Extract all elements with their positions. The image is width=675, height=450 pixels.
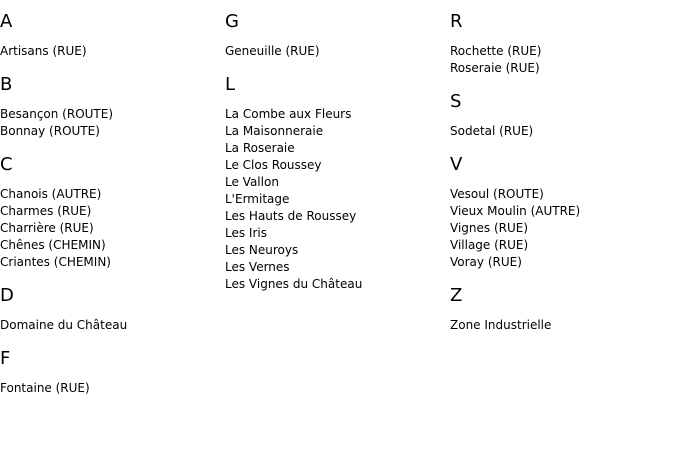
letter-heading: Z [450, 285, 463, 306]
street-list [450, 186, 675, 271]
street-link-rochette-rue[interactable]: Rochette (RUE) [450, 44, 542, 58]
street-list [225, 43, 450, 60]
letter-heading: A [0, 11, 13, 32]
street-link-village-rue[interactable]: Village (RUE) [450, 238, 529, 252]
street-list [0, 380, 225, 397]
letter-heading: F [0, 348, 11, 369]
street-link-les-vignes-du-chateau[interactable]: Les Vignes du Château [225, 277, 363, 291]
street-list [450, 123, 675, 140]
letter-heading: B [0, 74, 13, 95]
letter-heading: V [450, 154, 463, 175]
street-link-zone-industrielle[interactable]: Zone Industrielle [450, 318, 552, 332]
letter-group [450, 91, 675, 140]
letter-heading: D [0, 285, 14, 306]
street-link-vignes-rue[interactable]: Vignes (RUE) [450, 221, 529, 235]
street-link-les-vernes[interactable]: Les Vernes [225, 260, 290, 274]
index-column-1 [0, 0, 225, 397]
letter-heading: S [450, 91, 462, 112]
street-list [0, 106, 225, 140]
letter-group [225, 74, 450, 293]
street-list [225, 106, 450, 293]
letter-heading: G [225, 11, 239, 32]
letter-group [450, 154, 675, 271]
letter-group [225, 11, 450, 60]
street-link-chenes-chemin[interactable]: Chênes (CHEMIN) [0, 238, 106, 252]
letter-group [450, 285, 675, 334]
street-link-geneuille-rue[interactable]: Geneuille (RUE) [225, 44, 320, 58]
street-list [0, 43, 225, 60]
street-link-vieux-moulin-autre[interactable]: Vieux Moulin (AUTRE) [450, 204, 581, 218]
street-link-la-combe-aux-fleurs[interactable]: La Combe aux Fleurs [225, 107, 352, 121]
street-list [0, 317, 225, 334]
letter-group [0, 285, 225, 334]
street-link-charriere-rue[interactable]: Charrière (RUE) [0, 221, 94, 235]
street-link-l-ermitage[interactable]: L'Ermitage [225, 192, 290, 206]
street-link-besancon-route[interactable]: Besançon (ROUTE) [0, 107, 114, 121]
street-link-bonnay-route[interactable]: Bonnay (ROUTE) [0, 124, 100, 138]
street-link-artisans-rue[interactable]: Artisans (RUE) [0, 44, 87, 58]
street-link-chanois-autre[interactable]: Chanois (AUTRE) [0, 187, 102, 201]
letter-group [0, 154, 225, 271]
index-column-3 [450, 0, 675, 334]
street-link-la-maisonneraie[interactable]: La Maisonneraie [225, 124, 324, 138]
letter-group [0, 74, 225, 140]
street-link-les-iris[interactable]: Les Iris [225, 226, 267, 240]
letter-group [450, 11, 675, 77]
letter-group [0, 11, 225, 60]
street-list [450, 43, 675, 77]
street-link-vesoul-route[interactable]: Vesoul (ROUTE) [450, 187, 544, 201]
index-column-2 [225, 0, 450, 293]
letter-heading: C [0, 154, 13, 175]
letter-heading: L [225, 74, 236, 95]
street-list [0, 186, 225, 271]
street-list [450, 317, 675, 334]
street-link-domaine-du-chateau[interactable]: Domaine du Château [0, 318, 128, 332]
street-link-charmes-rue[interactable]: Charmes (RUE) [0, 204, 92, 218]
street-link-criantes-chemin[interactable]: Criantes (CHEMIN) [0, 255, 111, 269]
street-link-sodetal-rue[interactable]: Sodetal (RUE) [450, 124, 534, 138]
street-link-le-clos-roussey[interactable]: Le Clos Roussey [225, 158, 322, 172]
street-link-le-vallon[interactable]: Le Vallon [225, 175, 279, 189]
street-link-roseraie-rue[interactable]: Roseraie (RUE) [450, 61, 540, 75]
street-link-la-roseraie[interactable]: La Roseraie [225, 141, 295, 155]
street-link-les-neuroys[interactable]: Les Neuroys [225, 243, 299, 257]
letter-group [0, 348, 225, 397]
street-link-voray-rue[interactable]: Voray (RUE) [450, 255, 522, 269]
letter-heading: R [450, 11, 463, 32]
street-link-fontaine-rue[interactable]: Fontaine (RUE) [0, 381, 90, 395]
street-link-les-hauts-de-roussey[interactable]: Les Hauts de Roussey [225, 209, 357, 223]
